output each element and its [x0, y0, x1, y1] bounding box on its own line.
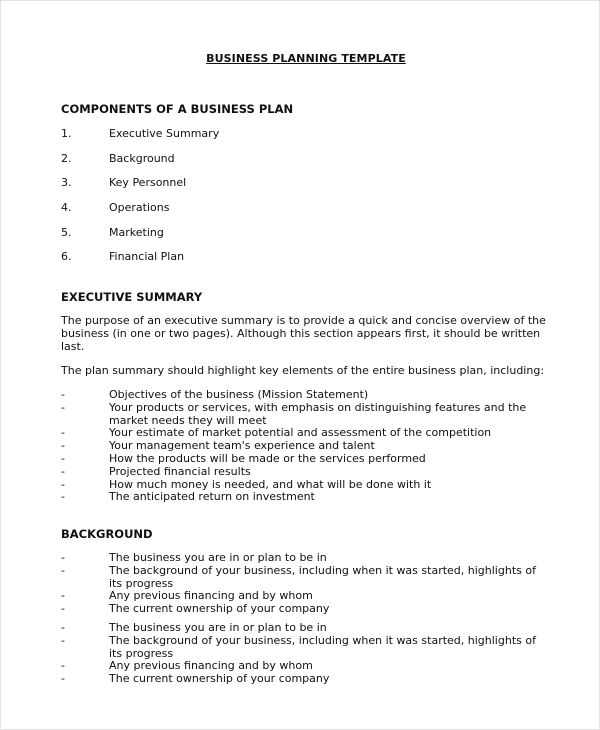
bullet-dash: -	[61, 659, 65, 673]
item-number: 2.	[61, 151, 72, 165]
bullet-dash: -	[61, 633, 65, 647]
bullet-dash: -	[61, 563, 65, 577]
plan-summary-paragraph: The plan summary should highlight key elements of the entire business plan, including:	[61, 364, 545, 377]
bullet-text: The background of your business, including when it was started, highlights of its progress	[109, 633, 536, 660]
bullet-text: The anticipated return on investment	[109, 490, 315, 504]
list-item	[61, 127, 219, 152]
components-list	[61, 127, 219, 275]
executive-summary-heading: EXECUTIVE SUMMARY	[61, 290, 203, 304]
list-item	[61, 389, 551, 402]
list-item	[61, 466, 551, 479]
bullet-dash: -	[61, 439, 65, 453]
item-number: 6.	[61, 250, 72, 264]
bullet-text: The current ownership of your company	[109, 672, 330, 686]
bullet-dash: -	[61, 672, 65, 686]
list-item	[61, 491, 551, 504]
bullet-dash: -	[61, 388, 65, 401]
bullet-text: Your products or services, with emphasis on distinguishing features and the market needs they will meet	[109, 400, 527, 427]
background-heading: BACKGROUND	[61, 527, 153, 541]
bullet-dash: -	[61, 400, 65, 414]
list-item	[61, 152, 219, 177]
bullet-text: Your estimate of market potential and assessment of the competition	[109, 426, 492, 440]
list-item	[61, 226, 219, 251]
item-label: Key Personnel	[109, 176, 187, 190]
list-item	[61, 250, 219, 275]
bullet-dash: -	[61, 602, 65, 616]
bullet-dash: -	[61, 589, 65, 603]
list-item	[61, 201, 219, 226]
components-heading: COMPONENTS OF A BUSINESS PLAN	[61, 102, 294, 116]
list-item	[61, 176, 219, 201]
background-bullets-second	[61, 622, 551, 686]
bullet-text: How much money is needed, and what will be done with it	[109, 477, 432, 491]
bullet-text: Any previous financing and by whom	[109, 659, 313, 673]
item-label: Operations	[109, 201, 170, 215]
item-label: Background	[109, 151, 175, 165]
executive-summary-paragraph: The purpose of an executive summary is to provide a quick and concise overview of the business (in one or two pages). Although this section appears first, it should be written last.	[61, 314, 546, 353]
bullet-dash: -	[61, 490, 65, 504]
bullet-dash: -	[61, 621, 65, 634]
bullet-text: Objectives of the business (Mission Statement)	[109, 388, 369, 401]
list-item	[61, 622, 551, 635]
bullet-text: How the products will be made or the services performed	[109, 451, 426, 465]
list-item	[61, 453, 551, 466]
background-bullets-first	[61, 552, 551, 616]
list-item	[61, 635, 551, 661]
item-number: 5.	[61, 225, 72, 239]
item-number: 1.	[61, 127, 72, 140]
bullet-text: The business you are in or plan to be in	[109, 621, 327, 634]
bullet-text: The current ownership of your company	[109, 602, 330, 616]
bullet-dash: -	[61, 464, 65, 478]
bullet-text: The business you are in or plan to be in	[109, 551, 327, 564]
bullet-text: Projected financial results	[109, 464, 251, 478]
bullet-text: Any previous financing and by whom	[109, 589, 313, 603]
list-item	[61, 603, 551, 616]
item-label: Marketing	[109, 225, 164, 239]
bullet-dash: -	[61, 551, 65, 564]
bullet-text: The background of your business, including when it was started, highlights of its progress	[109, 563, 536, 590]
list-item	[61, 552, 551, 565]
item-label: Financial Plan	[109, 250, 185, 264]
bullet-text: Your management team's experience and talent	[109, 439, 375, 453]
bullet-dash: -	[61, 451, 65, 465]
bullet-dash: -	[61, 426, 65, 440]
executive-summary-bullets	[61, 389, 551, 504]
item-number: 3.	[61, 176, 72, 190]
list-item	[61, 565, 551, 591]
document-title: BUSINESS PLANNING TEMPLATE	[206, 52, 406, 65]
item-number: 4.	[61, 201, 72, 215]
bullet-dash: -	[61, 477, 65, 491]
item-label: Executive Summary	[109, 127, 220, 140]
list-item	[61, 402, 551, 428]
list-item	[61, 673, 551, 686]
